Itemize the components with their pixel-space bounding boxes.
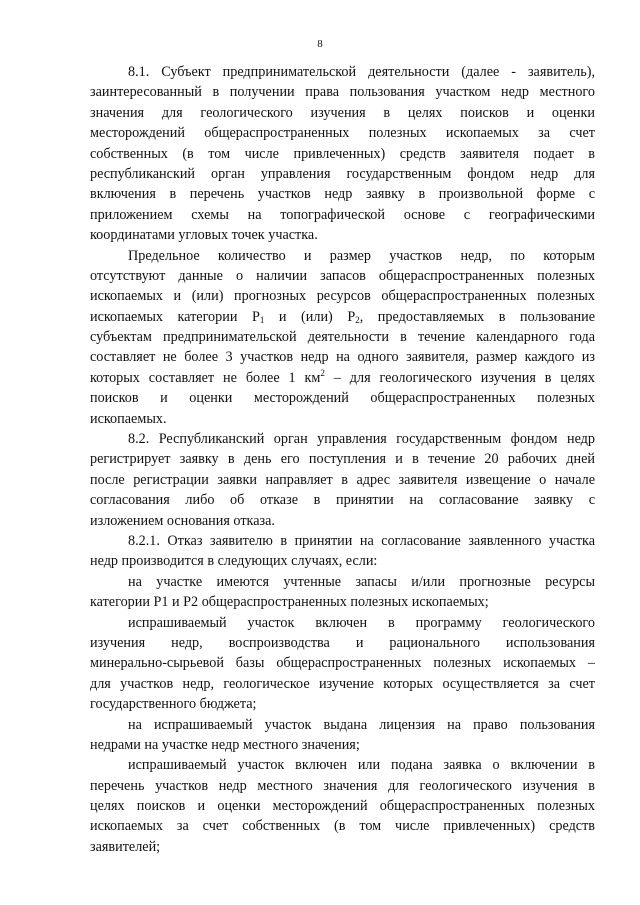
text-line: заинтересованный в получении права пользования участком недр местного <box>90 84 595 101</box>
text-line: значения для геологического изучения в целях поисков и оценки <box>90 104 595 121</box>
text-line: отсутствуют данные о наличии запасов общераспространенных полезных <box>90 267 595 284</box>
text-line: включения в перечень участков недр заявку в произвольной форме с <box>90 186 595 203</box>
text-line: изложением основания отказа. <box>90 512 275 529</box>
page-number: 8 <box>317 38 323 50</box>
text-line: республиканский орган управления государственным фондом недр для <box>90 165 595 182</box>
text-line: для участков недр, геологическое изучение которых осуществляется за счет <box>90 675 595 692</box>
text-line: на испрашиваемый участок выдана лицензия на право пользования <box>128 716 595 733</box>
text-line: которых составляет не более 1 $км^2$ – для геологического изучения в целях <box>90 367 595 386</box>
text-line: ископаемых и (или) прогнозных ресурсов общераспространенных полезных <box>90 288 595 305</box>
text-line: ископаемых за счет собственных (в том числе привлеченных) средств <box>90 818 595 835</box>
text-line: минерально-сырьевой базы общераспространенных полезных ископаемых – <box>90 655 595 672</box>
text-line: субъектам предпринимательской деятельности в течение календарного года <box>90 329 595 346</box>
text-line: государственного бюджета; <box>90 696 257 713</box>
text-line: недрами на участке недр местного значения; <box>90 736 360 753</box>
text-line: 8.2.1. Отказ заявителю в принятии на согласование заявленного участка <box>128 532 595 549</box>
text-line: на участке имеются учтенные запасы и/или прогнозные ресурсы <box>128 573 595 590</box>
text-line: изучения недр, воспроизводства и рационального использования <box>90 634 595 651</box>
text-line: согласования либо об отказе в принятии на согласование заявку с <box>90 492 595 509</box>
text-line: заявителей; <box>90 838 161 855</box>
text-line: координатами угловых точек участка. <box>90 227 318 244</box>
text-line: после регистрации заявки направляет в адрес заявителя извещение о начале <box>90 471 595 488</box>
text-line: регистрирует заявку в день его поступления и в течение 20 рабочих дней <box>90 451 595 468</box>
text-line: испрашиваемый участок включен в программу геологического <box>128 614 595 631</box>
text-line: категории Р1 и Р2 общераспространенных полезных ископаемых; <box>90 594 489 611</box>
text-line: месторождений общераспространенных полезных ископаемых за счет <box>90 125 595 142</box>
text-line: Предельное количество и размер участков недр, по которым <box>128 247 595 264</box>
text-line: ископаемых. <box>90 410 167 427</box>
text-line: испрашиваемый участок включен или подана заявка о включении в <box>128 757 595 774</box>
text-line: недр производится в следующих случаях, если: <box>90 553 378 570</box>
text-line: собственных (в том числе привлеченных) средств заявителя подает в <box>90 145 595 162</box>
text-line: перечень участков недр местного значения для геологического изучения в <box>90 777 595 794</box>
text-line: поисков и оценки месторождений общераспространенных полезных <box>90 390 595 407</box>
text-line: приложением схемы на топографической основе с географическими <box>90 206 595 223</box>
text-line: составляет не более 3 участков недр на одного заявителя, размер каждого из <box>90 349 595 366</box>
text-line: 8.1. Субъект предпринимательской деятельности (далее - заявитель), <box>128 64 595 80</box>
text-line: ископаемых категории $Р_1$ и (или) $Р_2$, предоставляемых в пользование <box>90 308 595 325</box>
text-line: целях поисков и оценки месторождений общераспространенных полезных <box>90 798 595 815</box>
text-line: 8.2. Республиканский орган управления государственным фондом недр <box>128 431 595 448</box>
document-body <box>90 62 595 857</box>
